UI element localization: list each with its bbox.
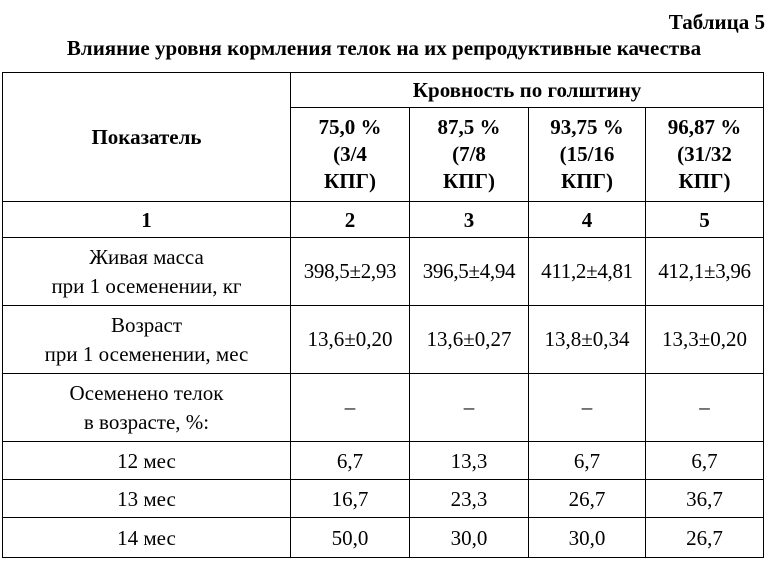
table-row-inseminated — [3, 374, 764, 442]
holstein-blood-header: Кровность по голштину — [291, 73, 764, 108]
column-number: 3 — [410, 202, 529, 238]
row-label: 13 мес — [3, 480, 291, 518]
table-cell: 26,7 — [646, 518, 764, 558]
row-label: 14 мес — [3, 518, 291, 558]
column-header-pct: 87,5 % — [437, 115, 501, 139]
row-label-line2: в возрасте, %: — [83, 409, 210, 434]
table-cell: – — [291, 374, 410, 442]
table-cell: 36,7 — [646, 480, 764, 518]
column-header-fraction: (7/8 — [452, 142, 486, 166]
row-label-line1: Живая масса — [89, 244, 204, 269]
row-label — [3, 374, 291, 442]
table-cell: 30,0 — [410, 518, 529, 558]
table-cell: 6,7 — [291, 442, 410, 480]
column-number: 1 — [3, 202, 291, 238]
table-title: Влияние уровня кормления телок на их репродуктивные качества — [66, 36, 702, 60]
row-label — [3, 238, 291, 306]
table-row-12-months — [3, 442, 764, 480]
table-row-live-weight — [3, 238, 764, 306]
table-row-13-months — [3, 480, 764, 518]
column-header-93 — [529, 108, 646, 202]
column-header-abbr: КПГ) — [561, 169, 613, 193]
table-cell: 13,8±0,34 — [529, 306, 646, 374]
column-number-row — [3, 202, 764, 238]
table-number-label: Таблица 5 — [668, 10, 765, 34]
table-row-age — [3, 306, 764, 374]
column-header-abbr: КПГ) — [324, 169, 376, 193]
table-cell: 396,5±4,94 — [410, 238, 529, 306]
column-number: 5 — [646, 202, 764, 238]
row-label: 12 мес — [3, 442, 291, 480]
table-cell: 30,0 — [529, 518, 646, 558]
table-cell: 398,5±2,93 — [291, 238, 410, 306]
table-cell: – — [646, 374, 764, 442]
row-label-line1: Осеменено телок — [69, 380, 224, 405]
table-cell: 13,6±0,27 — [410, 306, 529, 374]
table-row-14-months — [3, 518, 764, 558]
table-cell: 50,0 — [291, 518, 410, 558]
table-cell: 6,7 — [646, 442, 764, 480]
table-cell: – — [529, 374, 646, 442]
column-header-fraction: (3/4 — [333, 142, 367, 166]
row-label — [3, 306, 291, 374]
reproductive-quality-table — [2, 72, 764, 558]
column-number: 4 — [529, 202, 646, 238]
row-label-line2: при 1 осеменении, кг — [51, 273, 242, 298]
table-cell: 23,3 — [410, 480, 529, 518]
column-header-fraction: (15/16 — [559, 142, 615, 166]
table-cell: 13,3 — [410, 442, 529, 480]
table-cell: 16,7 — [291, 480, 410, 518]
column-header-87 — [410, 108, 529, 202]
table-cell: 411,2±4,81 — [529, 238, 646, 306]
indicator-header: Показатель — [3, 73, 291, 202]
row-label-line2: при 1 осеменении, мес — [44, 341, 249, 366]
table-cell: 26,7 — [529, 480, 646, 518]
column-header-abbr: КПГ) — [443, 169, 495, 193]
table-cell: 13,6±0,20 — [291, 306, 410, 374]
column-header-pct: 75,0 % — [318, 115, 382, 139]
table-cell: 13,3±0,20 — [646, 306, 764, 374]
column-header-75 — [291, 108, 410, 202]
column-header-96 — [646, 108, 764, 202]
table-cell: – — [410, 374, 529, 442]
column-header-fraction: (31/32 — [677, 142, 732, 166]
table-cell: 412,1±3,96 — [646, 238, 764, 306]
column-header-abbr: КПГ) — [678, 169, 731, 193]
row-label-line1: Возраст — [110, 312, 183, 337]
column-header-pct: 93,75 % — [550, 115, 624, 139]
table-cell: 6,7 — [529, 442, 646, 480]
column-number: 2 — [291, 202, 410, 238]
column-header-pct: 96,87 % — [667, 115, 742, 139]
